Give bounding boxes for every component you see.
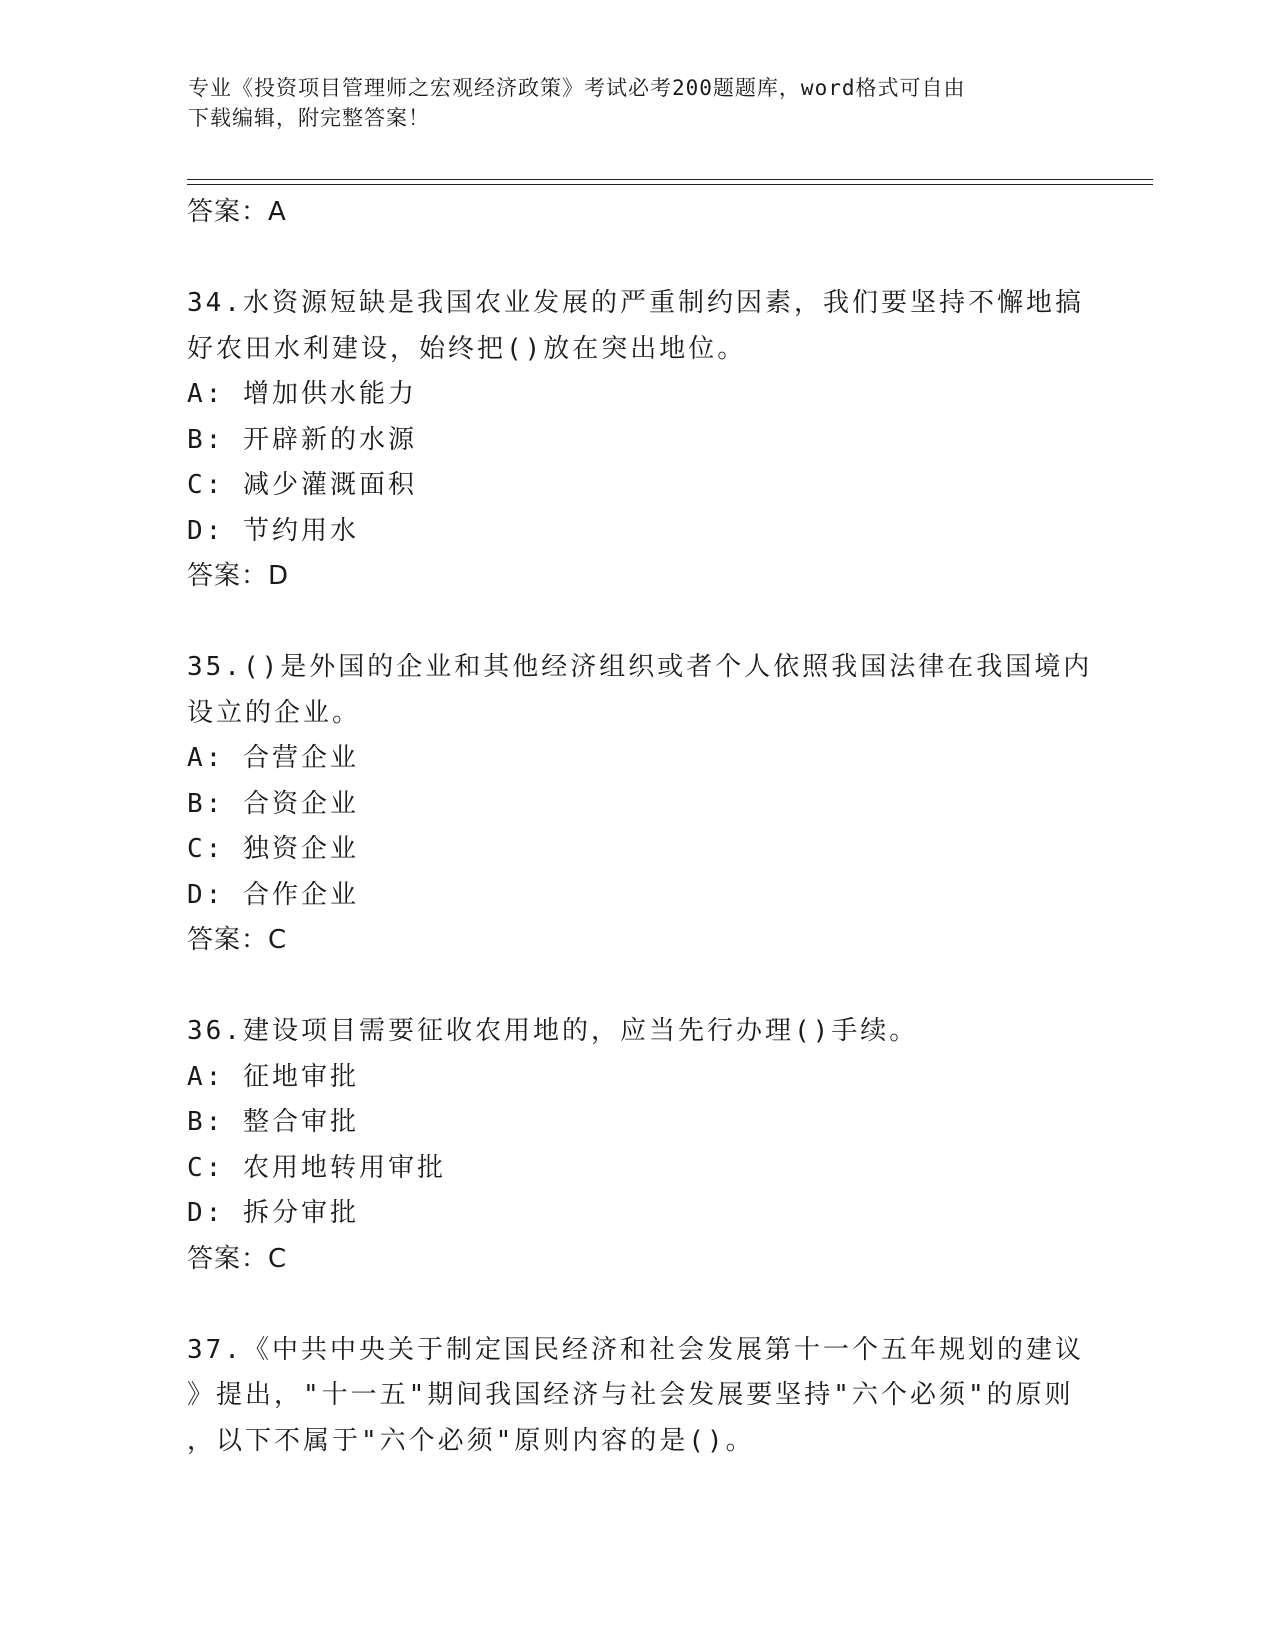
- spacer: [187, 236, 1087, 282]
- header-line-1: 专业《投资项目管理师之宏观经济政策》考试必考200题题库，word格式可自由: [188, 76, 966, 100]
- header-rule-bottom: [187, 184, 1153, 185]
- answer-q36: 答案：C: [187, 1243, 288, 1274]
- question-stem: 37.《中共中央关于制定国民经济和社会发展第十一个五年规划的建议: [187, 1334, 1084, 1365]
- answer-q35: 答案：C: [187, 925, 288, 955]
- answer-q33: 答案：A: [187, 197, 287, 227]
- question-stem: 35.()是外国的企业和其他经济组织或者个人依照我国法律在我国境内: [187, 652, 1093, 682]
- question-36: [187, 1009, 1087, 1282]
- question-stem: 34.水资源短缺是我国农业发展的严重制约因素，我们要坚持不懈地搞: [187, 288, 1084, 318]
- page-header: [188, 73, 1078, 133]
- question-stem: 设立的企业。: [187, 697, 362, 728]
- question-stem: 36.建设项目需要征收农用地的，应当先行办理()手续。: [187, 1016, 919, 1046]
- option-a: A: 合营企业: [187, 743, 359, 773]
- spacer: [187, 600, 1087, 646]
- option-b: B: 整合审批: [187, 1107, 359, 1137]
- option-d: D: 节约用水: [187, 515, 359, 546]
- answer-q34: 答案：D: [187, 561, 290, 591]
- option-a: A: 增加供水能力: [187, 379, 417, 409]
- option-b: B: 合资企业: [187, 788, 359, 819]
- question-stem: 好农田水利建设，始终把()放在突出地位。: [187, 333, 747, 364]
- question-stem: 》提出，"十一五"期间我国经济与社会发展要坚持"六个必须"的原则: [187, 1380, 1074, 1410]
- option-c: C: 农用地转用审批: [187, 1152, 446, 1183]
- option-d: D: 合作企业: [187, 879, 359, 910]
- question-34: [187, 281, 1087, 600]
- option-c: C: 独资企业: [187, 834, 359, 864]
- option-c: C: 减少灌溉面积: [187, 470, 417, 500]
- header-line-2: 下载编辑，附完整答案！: [188, 106, 430, 130]
- question-35: [187, 645, 1093, 964]
- option-a: A: 征地审批: [187, 1061, 359, 1092]
- spacer: [187, 1282, 1087, 1328]
- option-b: B: 开辟新的水源: [187, 424, 417, 455]
- question-list: [187, 190, 1093, 1464]
- option-d: D: 拆分审批: [187, 1198, 359, 1228]
- header-rule-top: [187, 179, 1153, 180]
- question-37: [187, 1328, 1087, 1465]
- spacer: [187, 964, 1087, 1010]
- question-stem: ，以下不属于"六个必须"原则内容的是()。: [187, 1425, 755, 1456]
